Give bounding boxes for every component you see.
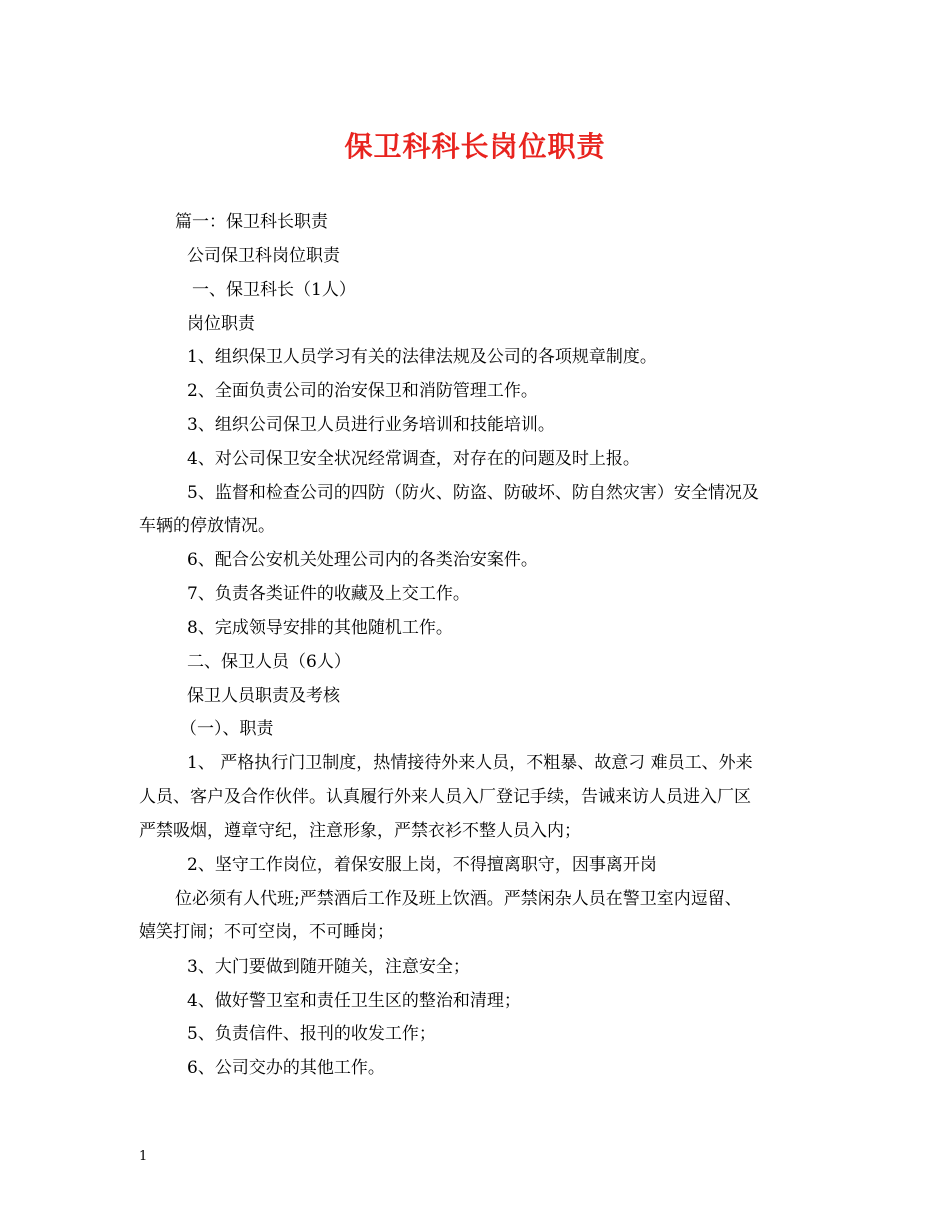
text-line: 位必须有人代班;严禁酒后工作及班上饮酒。严禁闲杂人员在警卫室内逗留、 <box>175 889 742 909</box>
text-line: 2、全面负责公司的治安保卫和消防管理工作。 <box>187 381 538 401</box>
text-line: 二、保卫人员（6人） <box>187 652 351 672</box>
text-line: 4、做好警卫室和责任卫生区的整治和清理； <box>187 991 521 1011</box>
text-line: 7、负责各类证件的收藏及上交工作。 <box>187 584 470 604</box>
text-line: 人员、客户及合作伙伴。认真履行外来人员入厂登记手续，告诫来访人员进入厂区 <box>139 787 751 807</box>
text-line: 1、组织保卫人员学习有关的法律法规及公司的各项规章制度。 <box>187 347 657 367</box>
text-line: 3、组织公司保卫人员进行业务培训和技能培训。 <box>187 415 555 435</box>
text-line: 公司保卫科岗位职责 <box>187 246 340 266</box>
text-line: 篇一：保卫科长职责 <box>175 212 328 232</box>
text-line: 1、 严格执行门卫制度，热情接待外来人员，不粗暴、故意刁 难员工、外来 <box>187 753 753 773</box>
document-title: 保卫科科长岗位职责 <box>344 130 606 163</box>
text-line: 5、负责信件、报刊的收发工作； <box>187 1024 436 1044</box>
text-line: 6、公司交办的其他工作。 <box>187 1058 385 1078</box>
text-line: 严禁吸烟，遵章守纪，注意形象，严禁衣衫不整人员入内； <box>139 821 581 841</box>
text-line: 岗位职责 <box>187 314 255 334</box>
text-line: 保卫人员职责及考核 <box>187 686 340 706</box>
text-line: 8、完成领导安排的其他随机工作。 <box>187 618 453 638</box>
text-line: 一、保卫科长（1人） <box>192 280 356 300</box>
text-line: 5、监督和检查公司的四防（防火、防盗、防破坏、防自然灾害）安全情况及 <box>187 483 759 503</box>
text-line: 车辆的停放情况。 <box>139 516 275 536</box>
text-line: 嬉笑打闹；不可空岗，不可睡岗； <box>139 922 394 942</box>
page-number: 1 <box>139 1149 148 1164</box>
text-line: 4、对公司保卫安全状况经常调查，对存在的问题及时上报。 <box>187 449 640 469</box>
text-line: 6、配合公安机关处理公司内的各类治安案件。 <box>187 550 538 570</box>
text-line: 3、大门要做到随开随关，注意安全； <box>187 957 470 977</box>
text-line: 2、坚守工作岗位，着保安服上岗，不得擅离职守，因事离开岗 <box>187 855 657 875</box>
text-line: （一）、职责 <box>180 719 274 739</box>
